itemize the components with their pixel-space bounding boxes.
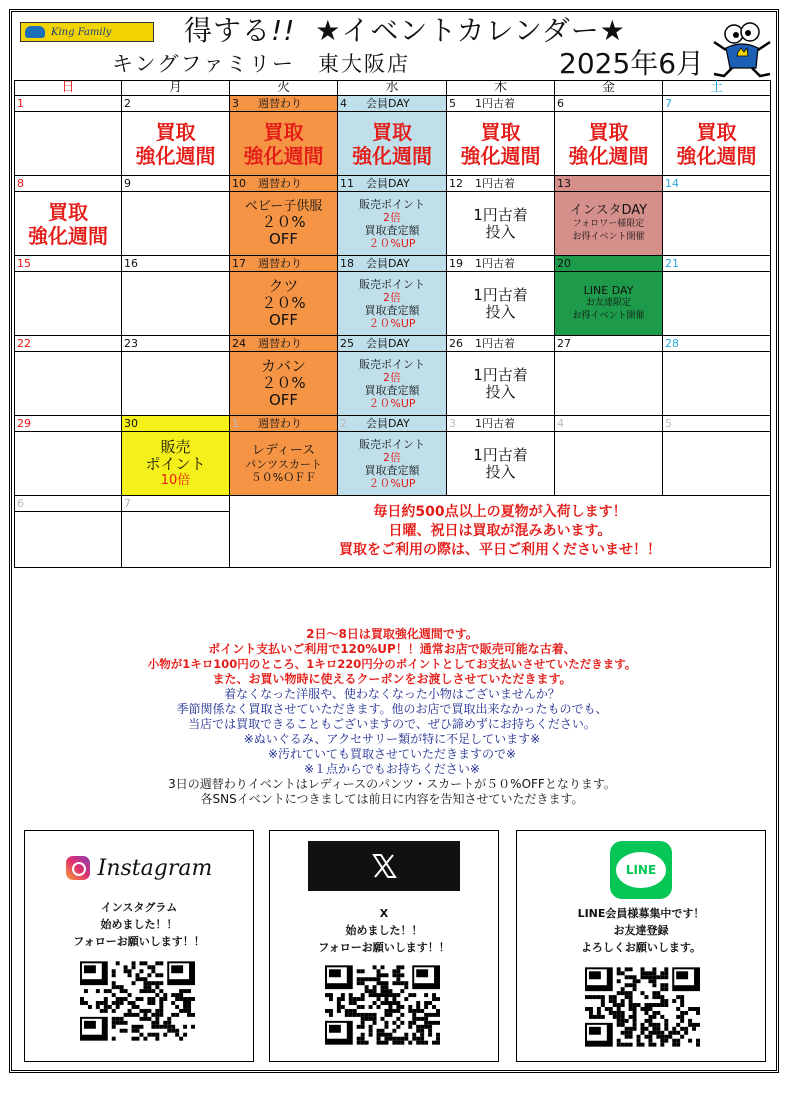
weekday-mon: 月 xyxy=(122,81,230,96)
info-line: ※汚れていても買取させていただきますので※ xyxy=(267,747,517,761)
day-number: 7 xyxy=(663,96,771,112)
week-body-row xyxy=(15,352,771,416)
day-cell xyxy=(15,112,122,176)
day-number: 28 xyxy=(663,336,771,352)
day-cell: LINE DAY お友達限定 お得イベント開催 xyxy=(555,272,663,336)
day-number: 2 xyxy=(122,96,230,112)
info-line: 3日の週替わりイベントはレディースのパンツ・スカートが５０%OFFとなります。 xyxy=(168,777,616,791)
day-number: 6 xyxy=(15,496,122,512)
day-cell: 買取 強化週間 xyxy=(338,112,447,176)
day-cell xyxy=(15,352,122,416)
day-number: 30 xyxy=(122,416,230,432)
weekday-sun: 日 xyxy=(15,81,122,96)
crown-icon xyxy=(25,26,45,38)
line-qr-code[interactable] xyxy=(585,967,700,1047)
line-icon: LINE xyxy=(616,852,666,888)
day-cell: 買取 強化週間 xyxy=(555,112,663,176)
week-body-row xyxy=(15,272,771,336)
week-row xyxy=(15,416,771,432)
title-event: ★イベントカレンダー★ xyxy=(315,14,626,47)
day-cell xyxy=(663,352,771,416)
info-line: また、お買い物時に使えるクーポンをお渡しさせていただきます。 xyxy=(212,672,572,686)
day-number: 18 会員DAY xyxy=(338,256,447,272)
x-icon xyxy=(369,851,399,881)
day-number: 1 週替わり xyxy=(230,416,338,432)
day-number: 24 週替わり xyxy=(230,336,338,352)
day-cell: 買取 強化週間 xyxy=(122,112,230,176)
day-cell xyxy=(122,512,230,568)
day-number: 3 週替わり xyxy=(230,96,338,112)
day-cell xyxy=(663,272,771,336)
day-cell xyxy=(15,432,122,496)
week-row xyxy=(15,176,771,192)
title-main: 得する xyxy=(184,14,272,47)
day-number: 4 会員DAY xyxy=(338,96,447,112)
day-cell: 1円古着 投入 xyxy=(447,432,555,496)
day-cell: 販売 ポイント 10倍 xyxy=(122,432,230,496)
notice-line: 買取をご利用の際は、平日ご利用くださいませ！！ xyxy=(339,542,661,558)
day-cell: 1円古着 投入 xyxy=(447,272,555,336)
day-cell xyxy=(663,192,771,256)
day-number: 20 xyxy=(555,256,663,272)
day-number: 25 会員DAY xyxy=(338,336,447,352)
day-number: 6 xyxy=(555,96,663,112)
event-calendar xyxy=(14,80,771,568)
notice-line: 日曜、祝日は買取が混みあいます。 xyxy=(388,523,612,539)
x-card: X 始めました！！ フォローお願いします！！ xyxy=(269,830,499,1062)
day-cell: 買取 強化週間 xyxy=(447,112,555,176)
weekday-tue: 火 xyxy=(230,81,338,96)
day-number: 8 xyxy=(15,176,122,192)
x-logo xyxy=(308,841,460,891)
calendar-month: 2025年6月 xyxy=(559,47,705,80)
page-title xyxy=(184,14,626,48)
day-cell: インスタDAY フォロワー様限定 お得イベント開催 xyxy=(555,192,663,256)
day-cell xyxy=(122,272,230,336)
day-cell: 販売ポイント 2倍 買取査定額 ２０%UP xyxy=(338,272,447,336)
info-line: 小物が1キロ100円のところ、1キロ220円分のポイントとしてお支払いさせていただきます。 xyxy=(147,657,637,671)
day-number: 29 xyxy=(15,416,122,432)
week-row xyxy=(15,96,771,112)
info-line: 当店では買取できることもございますので、ぜひ諦めずにお持ちください。 xyxy=(188,717,596,731)
instagram-qr-code[interactable] xyxy=(80,961,195,1041)
x-qr-code[interactable] xyxy=(325,965,440,1045)
day-number: 13 xyxy=(555,176,663,192)
day-number: 1 xyxy=(15,96,122,112)
day-cell: カバン ２０% OFF xyxy=(230,352,338,416)
day-cell: 買取 強化週間 xyxy=(663,112,771,176)
day-cell xyxy=(15,512,122,568)
title-excl: !! xyxy=(271,14,296,47)
weekday-header xyxy=(15,81,771,96)
info-line: 各SNSイベントにつきましては前日に内容を告知させていただきます。 xyxy=(200,792,584,806)
day-number: 14 xyxy=(663,176,771,192)
info-section xyxy=(14,627,770,807)
day-number: 19 1円古着 xyxy=(447,256,555,272)
info-line: 着なくなった洋服や、使わなくなった小物はございませんか？ xyxy=(224,687,560,701)
day-cell: 1円古着 投入 xyxy=(447,192,555,256)
info-line: ※１点からでもお持ちください※ xyxy=(304,762,480,776)
mascot-icon xyxy=(708,18,776,78)
day-number: 11 会員DAY xyxy=(338,176,447,192)
store-logo xyxy=(20,22,154,42)
day-cell: レディース パンツスカート ５０%ＯＦＦ xyxy=(230,432,338,496)
weekday-fri: 金 xyxy=(555,81,663,96)
logo-text: King Family xyxy=(51,26,112,38)
day-number: 5 1円古着 xyxy=(447,96,555,112)
day-cell xyxy=(555,352,663,416)
sns-section xyxy=(24,830,766,1062)
week-row xyxy=(15,496,771,512)
day-cell xyxy=(663,432,771,496)
header xyxy=(14,14,776,78)
day-cell: 販売ポイント 2倍 買取査定額 ２０%UP xyxy=(338,432,447,496)
week-body-row xyxy=(15,112,771,176)
day-number: 5 xyxy=(663,416,771,432)
info-line: ポイント支払いご利用で120%UP！！通常お店で販売可能な古着、 xyxy=(208,642,576,656)
weekday-wed: 水 xyxy=(338,81,447,96)
instagram-icon xyxy=(66,856,90,880)
week-row xyxy=(15,256,771,272)
info-line: 季節関係なく買取させていただきます。他のお店で買取出来なかったものでも、 xyxy=(176,702,608,716)
day-cell xyxy=(122,352,230,416)
day-cell xyxy=(122,192,230,256)
weekday-sat: 土 xyxy=(663,81,771,96)
notice-line: 毎日約500点以上の夏物が入荷します！ xyxy=(373,504,627,520)
day-number: 7 xyxy=(122,496,230,512)
day-number: 22 xyxy=(15,336,122,352)
day-number: 12 1円古着 xyxy=(447,176,555,192)
week-body-row xyxy=(15,192,771,256)
day-number: 17 週替わり xyxy=(230,256,338,272)
day-number: 10 週替わり xyxy=(230,176,338,192)
day-number: 21 xyxy=(663,256,771,272)
day-number: 4 xyxy=(555,416,663,432)
weekday-thu: 木 xyxy=(447,81,555,96)
week-body-row xyxy=(15,432,771,496)
day-cell: クツ ２０% OFF xyxy=(230,272,338,336)
day-cell: 買取 強化週間 xyxy=(15,192,122,256)
day-number: 2 会員DAY xyxy=(338,416,447,432)
day-cell xyxy=(555,432,663,496)
day-cell: 1円古着 投入 xyxy=(447,352,555,416)
info-line: 2日～8日は買取強化週間です。 xyxy=(306,627,478,641)
day-number: 26 1円古着 xyxy=(447,336,555,352)
day-cell: 買取 強化週間 xyxy=(230,112,338,176)
day-number: 9 xyxy=(122,176,230,192)
notice-box xyxy=(230,496,771,568)
day-cell: ベビー子供服 ２０% OFF xyxy=(230,192,338,256)
store-name: キングファミリー 東大阪店 xyxy=(112,52,410,76)
instagram-logo: Instagram xyxy=(25,853,253,883)
day-cell xyxy=(15,272,122,336)
week-row xyxy=(15,336,771,352)
line-logo xyxy=(610,841,672,899)
day-number: 15 xyxy=(15,256,122,272)
day-number: 3 1円古着 xyxy=(447,416,555,432)
line-card: LINE LINE会員様募集中です！ お友達登録 よろしくお願いします。 xyxy=(516,830,766,1062)
day-cell: 販売ポイント 2倍 買取査定額 ２０%UP xyxy=(338,352,447,416)
day-cell: 販売ポイント 2倍 買取査定額 ２０%UP xyxy=(338,192,447,256)
instagram-card: Instagram インスタグラム 始めました！！ フォローお願いします！！ xyxy=(24,830,254,1062)
info-line: ※ぬいぐるみ、アクセサリー類が特に不足しています※ xyxy=(243,732,541,746)
day-number: 16 xyxy=(122,256,230,272)
day-number: 23 xyxy=(122,336,230,352)
day-number: 27 xyxy=(555,336,663,352)
